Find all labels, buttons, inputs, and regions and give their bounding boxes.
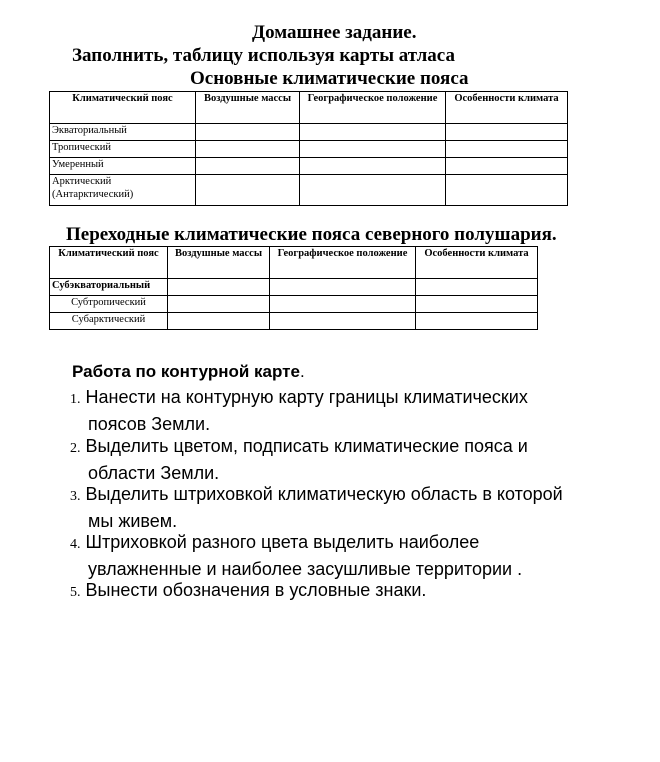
table-cell[interactable] bbox=[196, 141, 300, 158]
table-cell[interactable] bbox=[416, 313, 538, 330]
task-number: 2. bbox=[70, 441, 81, 456]
table-cell[interactable] bbox=[300, 141, 446, 158]
task-number: 5. bbox=[70, 585, 81, 600]
transitional-climate-zones-table bbox=[49, 246, 538, 330]
task-item bbox=[70, 434, 528, 485]
task-item bbox=[70, 578, 426, 605]
table2-header-cell: Климатический пояс bbox=[50, 247, 168, 279]
table-cell[interactable] bbox=[446, 158, 568, 175]
table-cell[interactable] bbox=[168, 279, 270, 296]
contour-map-heading bbox=[72, 362, 305, 382]
table2-header-cell: Воздушные массы bbox=[168, 247, 270, 279]
table1-header-cell: Климатический пояс bbox=[50, 92, 196, 124]
table-cell[interactable] bbox=[168, 313, 270, 330]
table-row bbox=[50, 313, 538, 330]
table-cell[interactable] bbox=[270, 313, 416, 330]
zone-name-cell: Арктический (Антарктический) bbox=[50, 175, 196, 206]
contour-map-title-end: . bbox=[299, 362, 305, 381]
table-cell[interactable] bbox=[446, 175, 568, 206]
task-text: Вынести обозначения в условные знаки. bbox=[80, 580, 427, 600]
zone-name-cell: Умеренный bbox=[50, 158, 196, 175]
zone-name-cell: Тропический bbox=[50, 141, 196, 158]
table-cell[interactable] bbox=[446, 124, 568, 141]
table-row bbox=[50, 124, 568, 141]
table1-header-cell: Географическое положение bbox=[300, 92, 446, 124]
table2-header-row bbox=[50, 247, 538, 279]
table-cell[interactable] bbox=[196, 124, 300, 141]
table2-header-cell: Географическое положение bbox=[270, 247, 416, 279]
table2-title: Переходные климатические пояса северного полушария. bbox=[66, 224, 557, 245]
table-cell[interactable] bbox=[168, 296, 270, 313]
zone-name-cell: Субарктический bbox=[50, 313, 168, 330]
table-row bbox=[50, 175, 568, 206]
table-row bbox=[50, 141, 568, 158]
task-text-continued: увлажненные и наиболее засушливые территории . bbox=[88, 559, 523, 579]
table-cell[interactable] bbox=[196, 158, 300, 175]
table-cell[interactable] bbox=[270, 279, 416, 296]
table-cell[interactable] bbox=[196, 175, 300, 206]
task-text: Нанести на контурную карту границы климатических bbox=[80, 387, 528, 407]
zone-name-cell: Субтропический bbox=[50, 296, 168, 313]
table-cell[interactable] bbox=[446, 141, 568, 158]
table-cell[interactable] bbox=[300, 158, 446, 175]
task-text: Выделить цветом, подписать климатические пояса и bbox=[80, 436, 528, 456]
task-number: 1. bbox=[70, 392, 81, 407]
table-cell[interactable] bbox=[416, 279, 538, 296]
table1-header-cell: Особенности климата bbox=[446, 92, 568, 124]
page-title: Домашнее задание. bbox=[252, 22, 417, 43]
table-cell[interactable] bbox=[416, 296, 538, 313]
main-climate-zones-table bbox=[49, 91, 568, 206]
table-row bbox=[50, 158, 568, 175]
task-text: Выделить штриховкой климатическую область в которой bbox=[80, 484, 563, 504]
table-cell[interactable] bbox=[300, 175, 446, 206]
task-text: Штриховкой разного цвета выделить наиболее bbox=[80, 532, 480, 552]
table-cell[interactable] bbox=[270, 296, 416, 313]
zone-name-cell: Экваториальный bbox=[50, 124, 196, 141]
table1-header-row bbox=[50, 92, 568, 124]
table1-title: Основные климатические пояса bbox=[190, 68, 469, 89]
zone-name-cell: Субэкваториальный bbox=[50, 279, 168, 296]
table2-header-cell: Особенности климата bbox=[416, 247, 538, 279]
table-row bbox=[50, 296, 538, 313]
table1-header-cell: Воздушные массы bbox=[196, 92, 300, 124]
task-text-continued: мы живем. bbox=[88, 511, 178, 531]
task-text-continued: области Земли. bbox=[88, 463, 220, 483]
table-cell[interactable] bbox=[300, 124, 446, 141]
task-text-continued: поясов Земли. bbox=[88, 414, 211, 434]
contour-map-title: Работа по контурной карте bbox=[72, 362, 300, 381]
task-item bbox=[70, 482, 563, 533]
task-number: 4. bbox=[70, 537, 81, 552]
task-item bbox=[70, 385, 528, 436]
table-row bbox=[50, 279, 538, 296]
task-item bbox=[70, 530, 522, 581]
task-number: 3. bbox=[70, 489, 81, 504]
instruction-text: Заполнить, таблицу используя карты атласа bbox=[72, 45, 455, 66]
